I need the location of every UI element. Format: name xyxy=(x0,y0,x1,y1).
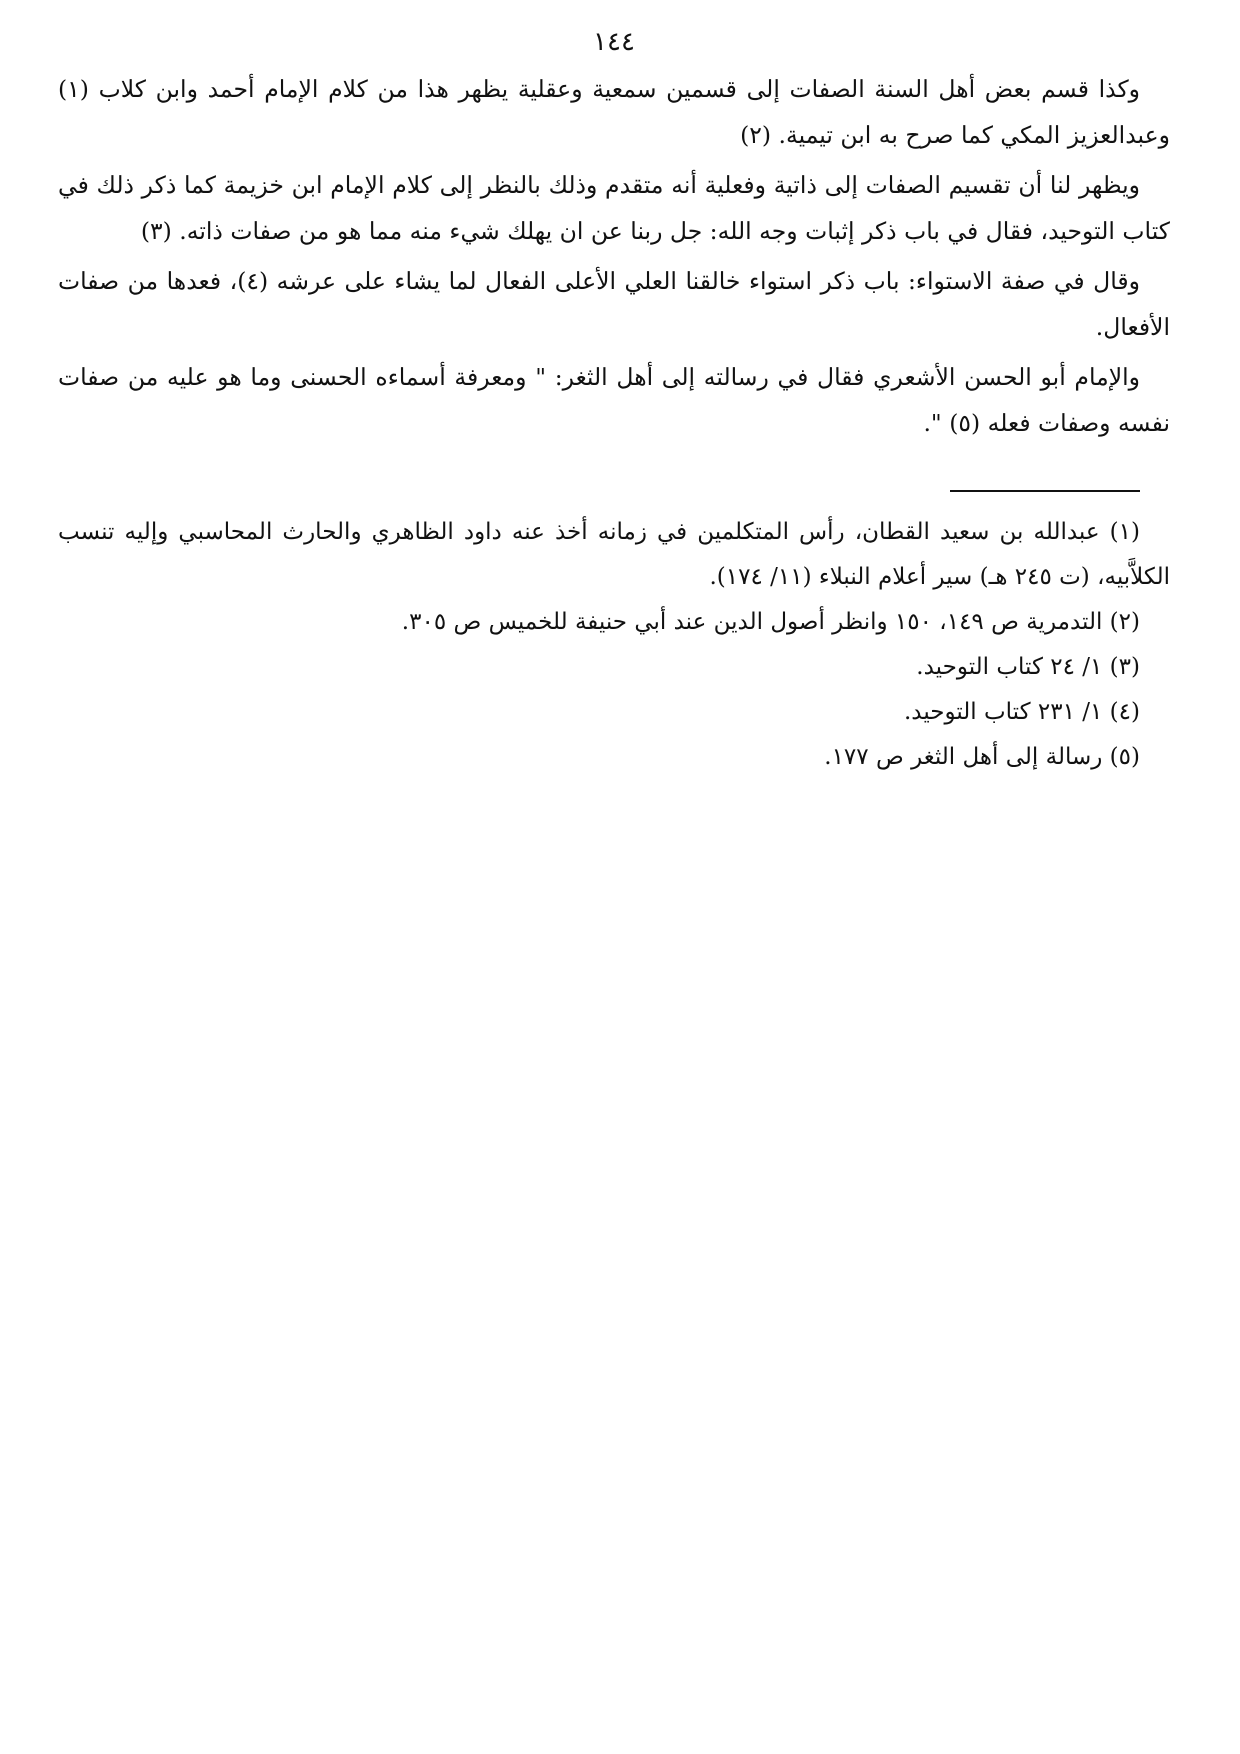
footnote: (٥) رسالة إلى أهل الثغر ص ١٧٧. xyxy=(824,744,1140,770)
footnote-separator xyxy=(950,490,1140,492)
paragraph: وكذا قسم بعض أهل السنة الصفات إلى قسمين سمعية وعقلية يظهر هذا من كلام الإمام أحمد وابن كلاب (١) وعبدالعزيز المكي كما صرح به ابن تيمية. (٢) xyxy=(58,75,1170,149)
paragraph: ويظهر لنا أن تقسيم الصفات إلى ذاتية وفعلية أنه متقدم وذلك بالنظر إلى كلام الإمام ابن خزيمة كما ذكر ذلك في كتاب التوحيد، فقال في باب ذكر إثبات وجه الله: جل ربنا عن ان يهلك شيء منه مما هو من صفات ذاته. (٣) xyxy=(58,171,1170,245)
footnotes xyxy=(58,510,1170,780)
paragraph: والإمام أبو الحسن الأشعري فقال في رسالته إلى أهل الثغر: " ومعرفة أسماءه الحسنى وما هو عليه من صفات نفسه وصفات فعله (٥) ". xyxy=(58,363,1170,437)
paragraph: وقال في صفة الاستواء: باب ذكر استواء خالقنا العلي الأعلى الفعال لما يشاء على عرشه (٤)، فعدها من صفات الأفعال. xyxy=(58,267,1170,341)
footnote: (٤) ١/ ٢٣١ كتاب التوحيد. xyxy=(903,699,1140,725)
footnote: (١) عبدالله بن سعيد القطان، رأس المتكلمين في زمانه أخذ عنه داود الظاهري والحارث المحاسبي وإليه تنسب الكلاَّبيه، (ت ٢٤٥ هـ) سير أعلام النبلاء (١١/ ١٧٤). xyxy=(58,519,1170,590)
page-number: ١٤٤ xyxy=(593,27,635,57)
body-text xyxy=(58,66,1170,446)
document-page xyxy=(58,22,1170,780)
footnote: (٣) ١/ ٢٤ كتاب التوحيد. xyxy=(916,654,1140,680)
footnote: (٢) التدمرية ص ١٤٩، ١٥٠ وانظر أصول الدين عند أبي حنيفة للخميس ص ٣٠٥. xyxy=(401,609,1140,635)
